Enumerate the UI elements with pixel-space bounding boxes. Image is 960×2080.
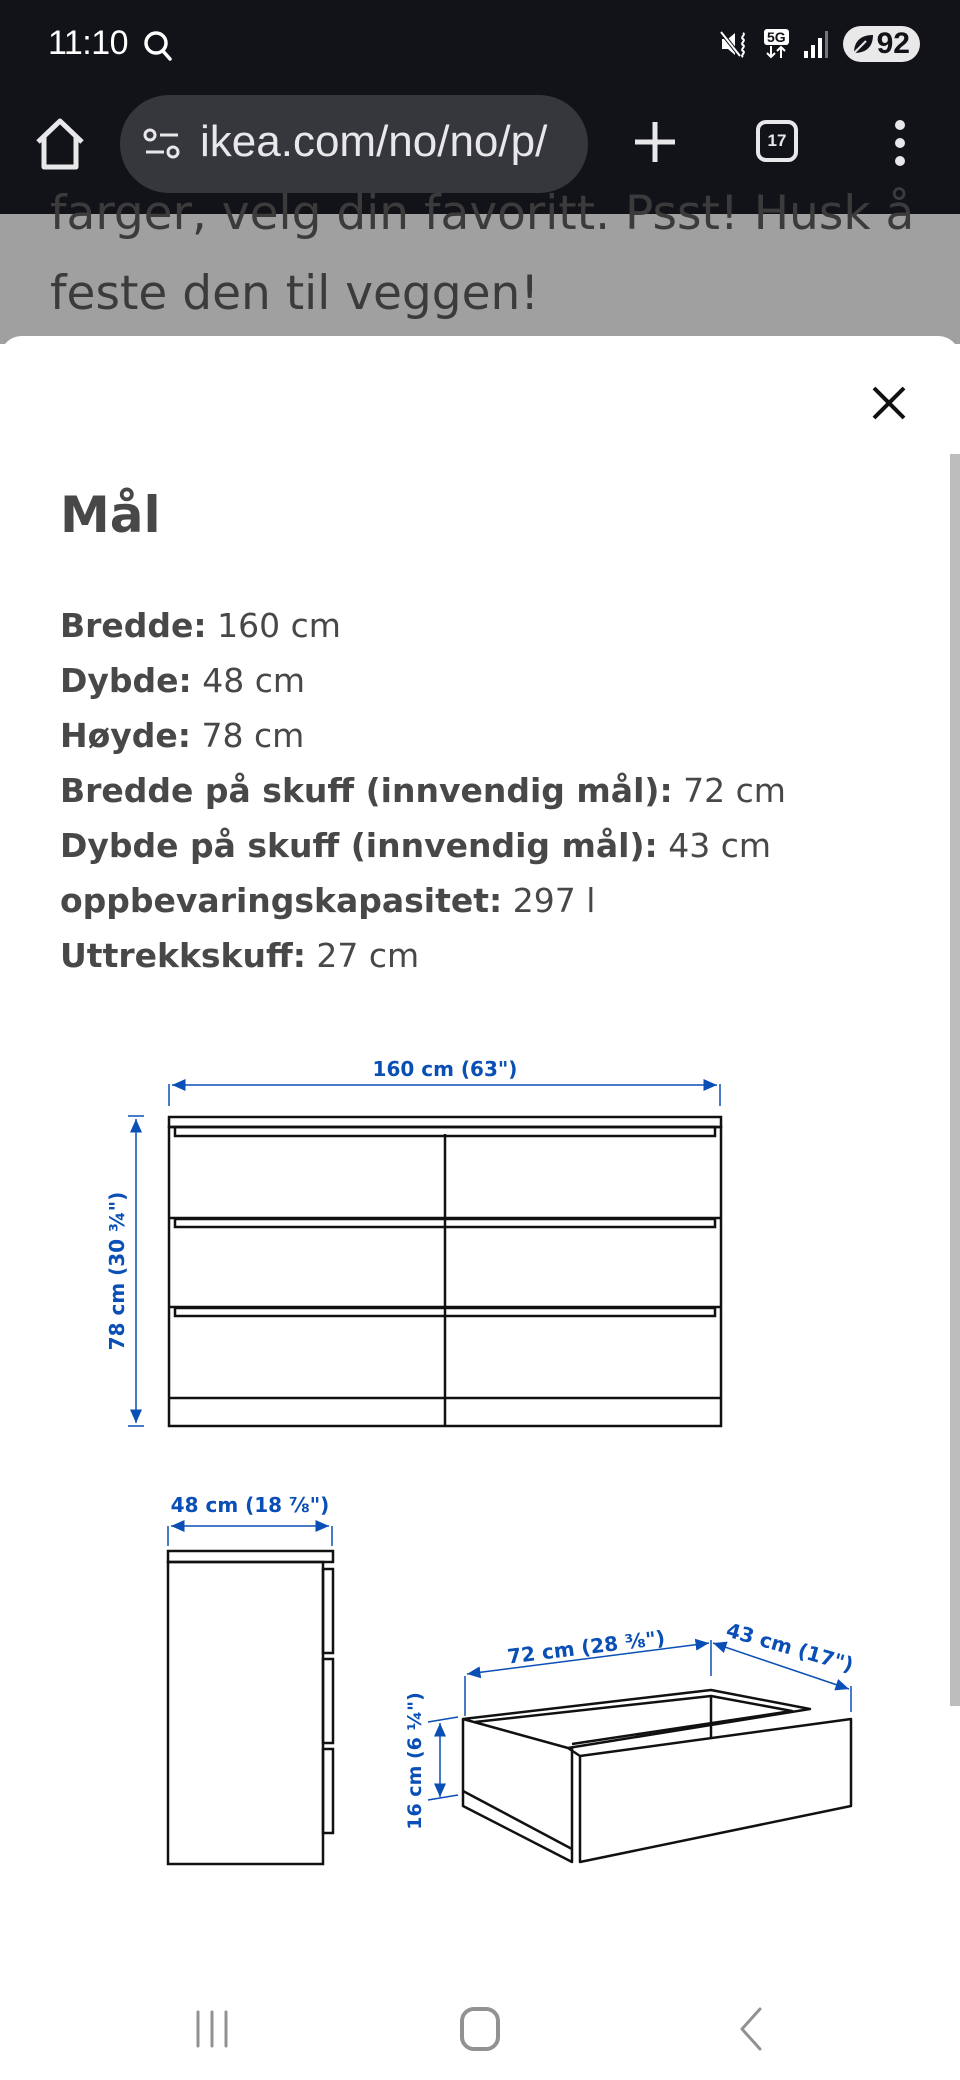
- drawer-depth-dimension: [713, 1618, 856, 1712]
- drawer-width-label: 72 cm (28 ⅜"): [505, 1625, 667, 1669]
- clock: 11:10: [48, 24, 129, 62]
- tab-switcher-button[interactable]: [756, 120, 798, 162]
- tab-count: 17: [767, 131, 787, 150]
- spec-label: Bredde på skuff (innvendig mål):: [60, 771, 673, 810]
- battery-indicator: [843, 26, 920, 62]
- battery-saver-leaf-icon: [851, 32, 875, 56]
- url-text[interactable]: ikea.com/no/no/p/: [200, 117, 548, 166]
- drawer-view: [463, 1690, 851, 1862]
- side-view: [168, 1551, 333, 1864]
- front-width-dimension: [169, 1057, 720, 1106]
- page-backdrop[interactable]: [0, 186, 960, 344]
- drawer-width-dimension: [465, 1625, 711, 1716]
- front-width-label: 160 cm (63"): [372, 1057, 518, 1081]
- side-depth-dimension: [168, 1493, 332, 1546]
- home-icon[interactable]: [32, 116, 88, 172]
- 5g-data-icon: 5G: [764, 29, 789, 59]
- side-depth-label: 48 cm (18 ⅞"): [170, 1493, 330, 1517]
- front-height-dimension: [105, 1116, 144, 1426]
- recent-apps-icon[interactable]: [182, 2004, 242, 2054]
- spec-label: Høyde:: [60, 716, 192, 755]
- spec-value: 27 cm: [316, 936, 420, 975]
- background-text-line1: farger, velg din favoritt. Psst! Husk å: [50, 186, 915, 241]
- back-icon[interactable]: [720, 2004, 780, 2054]
- front-height-label: 78 cm (30 ¾"): [105, 1191, 129, 1351]
- battery-level: 92: [876, 27, 910, 60]
- address-bar[interactable]: [120, 95, 588, 193]
- more-options-icon[interactable]: [890, 118, 910, 168]
- spec-label: Dybde:: [60, 661, 192, 700]
- drawer-depth-label: 43 cm (17"): [723, 1617, 857, 1677]
- spec-label: Uttrekkskuff:: [60, 936, 306, 975]
- home-nav-icon[interactable]: [450, 2004, 510, 2054]
- system-nav-bar: [0, 1960, 960, 2080]
- status-bar: [0, 0, 960, 90]
- site-settings-icon[interactable]: [142, 127, 182, 161]
- drawer-height-dimension: [404, 1692, 458, 1830]
- spec-value: 48 cm: [202, 661, 306, 700]
- background-text-line2: feste den til veggen!: [50, 266, 540, 321]
- spec-value: 160 cm: [217, 606, 341, 645]
- spec-value: 43 cm: [668, 826, 772, 865]
- mute-vibrate-icon: [720, 29, 750, 59]
- spec-label: oppbevaringskapasitet:: [60, 881, 503, 920]
- spec-label: Dybde på skuff (innvendig mål):: [60, 826, 658, 865]
- spec-value: 297 l: [512, 881, 596, 920]
- spec-label: Bredde:: [60, 606, 207, 645]
- dimension-drawing: [0, 336, 960, 1896]
- signal-icon: [803, 29, 829, 59]
- dialog-title: Mål: [60, 486, 161, 544]
- new-tab-icon[interactable]: [633, 120, 677, 164]
- front-view: [169, 1117, 721, 1426]
- spec-value: 78 cm: [201, 716, 305, 755]
- drawer-height-label: 16 cm (6 ¼"): [404, 1692, 426, 1830]
- spec-value: 72 cm: [683, 771, 786, 810]
- dimensions-dialog: [0, 336, 960, 2080]
- search-icon: [143, 30, 173, 62]
